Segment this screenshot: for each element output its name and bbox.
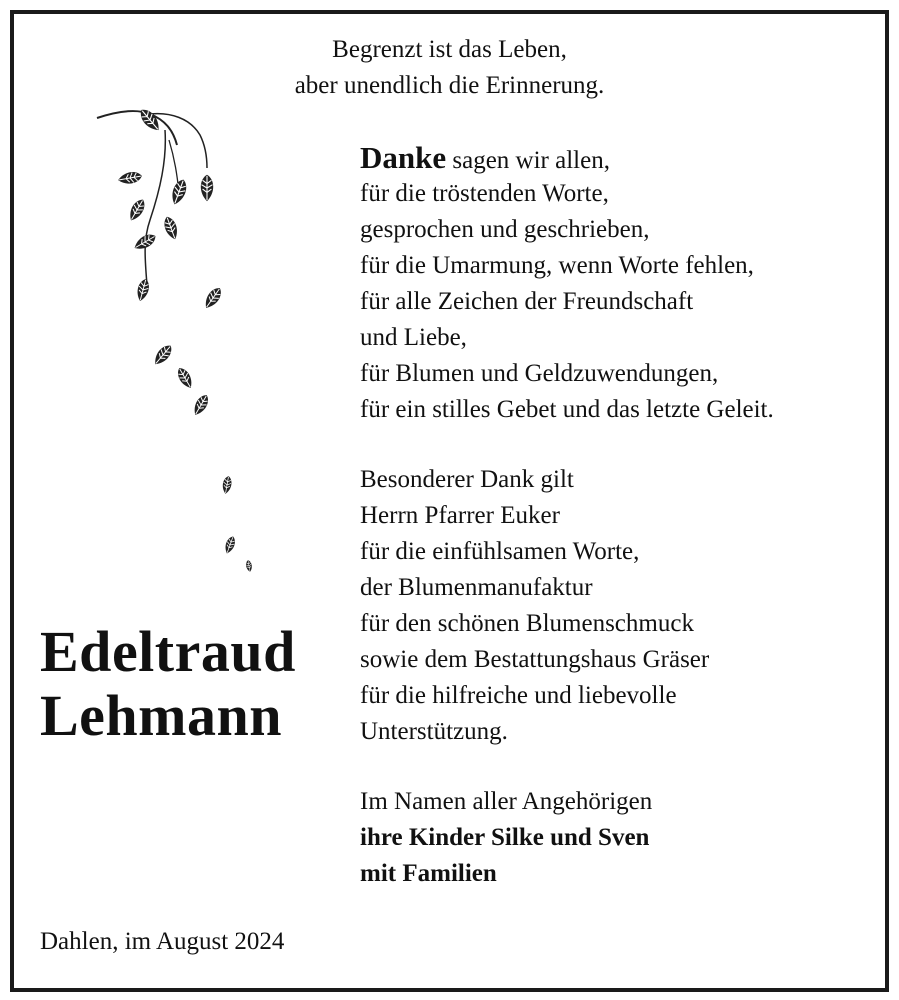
thanks-line: für die Umarmung, wenn Worte fehlen, [360, 252, 754, 279]
thanks-lead-rest: sagen wir allen, [446, 147, 610, 174]
thanks-line: und Liebe, [360, 324, 467, 351]
signature-names: ihre Kinder Silke und Sven [360, 824, 650, 851]
special-thanks-line: für den schönen Blumenschmuck [360, 610, 694, 637]
special-thanks-line: für die hilfreiche und liebevolle [360, 682, 677, 709]
motto-line-2: aber unendlich die Erinnerung. [294, 72, 605, 99]
deceased-last-name: Lehmann [40, 683, 283, 748]
place-date: Dahlen, im August 2024 [40, 928, 285, 955]
special-thanks-line: der Blumenmanufaktur [360, 574, 593, 601]
thanks-line: für ein stilles Gebet und das letzte Geleit. [360, 396, 774, 423]
motto-line-1: Begrenzt ist das Leben, [332, 36, 567, 63]
falling-leaves-branch-icon [95, 100, 275, 590]
signature-families: mit Familien [360, 860, 497, 887]
special-thanks-line: für die einfühlsamen Worte, [360, 538, 640, 565]
thanks-line: für die tröstenden Worte, [360, 180, 609, 207]
thanks-lead-bold: Danke [360, 140, 447, 175]
motto [0, 32, 899, 104]
special-thanks-line: Besonderer Dank gilt [360, 466, 574, 493]
special-thanks-line: Unterstützung. [360, 718, 508, 745]
signature-intro: Im Namen aller Angehörigen [360, 788, 653, 815]
special-thanks-line: Herrn Pfarrer Euker [360, 502, 560, 529]
thanks-line: für Blumen und Geldzuwendungen, [360, 360, 719, 387]
thanks-lead [360, 140, 774, 176]
thanks-line: gesprochen und geschrieben, [360, 216, 650, 243]
special-thanks-line: sowie dem Bestattungshaus Gräser [360, 646, 710, 673]
thanks-line: für alle Zeichen der Freundschaft [360, 288, 694, 315]
thanks-text [360, 140, 774, 892]
deceased-first-name: Edeltraud [40, 619, 296, 684]
deceased-name [40, 620, 296, 748]
